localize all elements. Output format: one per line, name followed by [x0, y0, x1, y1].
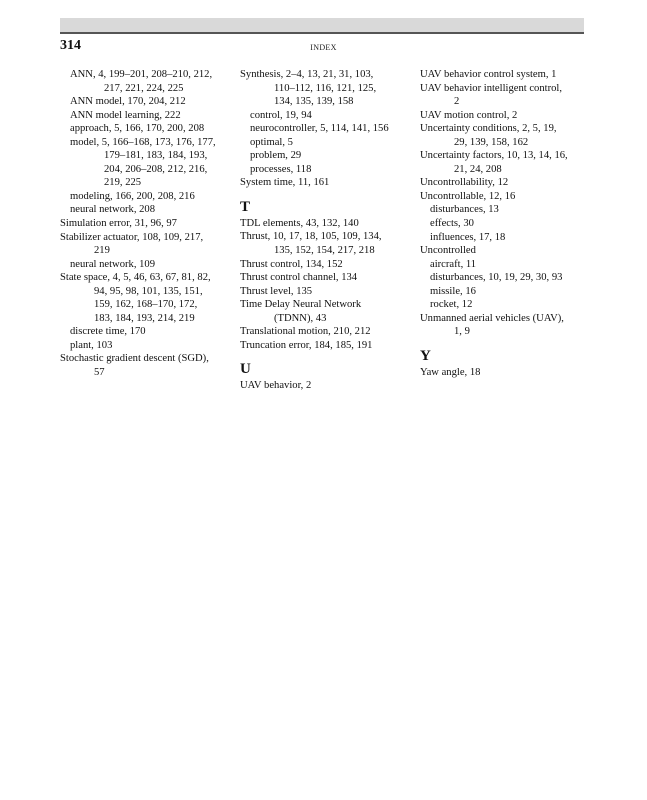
index-subentry: [60, 190, 232, 204]
entry-line: disturbances, 10, 19, 29, 30, 93: [430, 272, 563, 284]
entry-line: neural network, 109: [70, 258, 156, 270]
index-subentry: [60, 122, 232, 136]
entry-line: Simulation error, 31, 96, 97: [60, 218, 177, 230]
index-entry: [240, 325, 412, 339]
entry-continuation-line: 110–112, 116, 121, 125,: [274, 82, 377, 94]
index-column-2: [240, 68, 412, 393]
entry-line: Yaw angle, 18: [420, 366, 481, 378]
entry-line: neurocontroller, 5, 114, 141, 156: [250, 123, 389, 135]
section-letter: U: [240, 361, 251, 378]
index-entry: [420, 312, 588, 339]
entry-line: control, 19, 94: [250, 109, 312, 121]
entry-line: plant, 103: [70, 339, 113, 351]
index-entry: [420, 68, 588, 82]
entry-continuation-line: 179–181, 183, 184, 193,: [104, 150, 208, 162]
index-subentry: [420, 217, 588, 231]
index-subentry: [420, 271, 588, 285]
entry-line: State space, 4, 5, 46, 63, 67, 81, 82,: [60, 272, 211, 284]
running-head: INDEX: [310, 43, 337, 52]
index-subentry: [60, 203, 232, 217]
entry-line: Thrust, 10, 17, 18, 105, 109, 134,: [240, 231, 382, 243]
index-subentry: [60, 258, 232, 272]
entry-line: TDL elements, 43, 132, 140: [240, 217, 359, 229]
index-subentry: [420, 285, 588, 299]
entry-line: missile, 16: [430, 285, 476, 297]
entry-continuation-line: (TDNN), 43: [274, 312, 327, 324]
index-subentry: [420, 298, 588, 312]
index-entry: [240, 68, 412, 109]
index-entry: [60, 231, 232, 258]
entry-line: UAV behavior intelligent control,: [420, 82, 563, 94]
index-entry: [240, 379, 412, 393]
entry-line: ANN model, 170, 204, 212: [70, 96, 186, 108]
entry-continuation-line: 94, 95, 98, 101, 135, 151,: [94, 285, 203, 297]
entry-continuation-line: 21, 24, 208: [454, 163, 502, 175]
entry-line: discrete time, 170: [70, 326, 146, 338]
header-rule: [60, 32, 584, 34]
entry-continuation-line: 159, 162, 168–170, 172,: [94, 299, 198, 311]
entry-line: Uncertainty factors, 10, 13, 14, 16,: [420, 150, 568, 162]
entry-line: UAV behavior control system, 1: [420, 69, 557, 80]
entry-continuation-line: 57: [94, 367, 105, 379]
index-column-1: [60, 68, 232, 380]
index-entry: [240, 285, 412, 299]
index-subentry: [60, 136, 232, 190]
entry-line: Thrust control channel, 134: [240, 272, 358, 284]
entry-continuation-line: 217, 221, 224, 225: [104, 82, 184, 94]
entry-continuation-line: 204, 206–208, 212, 216,: [104, 163, 208, 175]
entry-line: effects, 30: [430, 218, 474, 230]
entry-line: Thrust level, 135: [240, 285, 313, 297]
entry-line: disturbances, 13: [430, 204, 499, 216]
entry-continuation-line: 134, 135, 139, 158: [274, 96, 354, 108]
index-entry: [240, 176, 412, 190]
index-entry: [420, 190, 588, 204]
entry-continuation-line: 219, 225: [104, 177, 142, 189]
entry-line: approach, 5, 166, 170, 200, 208: [70, 123, 205, 135]
index-subentry: [420, 203, 588, 217]
entry-line: Uncertainty conditions, 2, 5, 19,: [420, 123, 557, 135]
entry-continuation-line: 219: [94, 245, 110, 257]
entry-line: Synthesis, 2–4, 13, 21, 31, 103,: [240, 69, 374, 80]
entry-line: ANN model learning, 222: [70, 109, 181, 121]
entry-line: UAV behavior, 2: [240, 380, 312, 392]
page-number: 314: [60, 38, 81, 53]
entry-line: Thrust control, 134, 152: [240, 258, 343, 270]
header-bar: [60, 18, 584, 32]
index-entry: [420, 109, 588, 123]
entry-line: Translational motion, 210, 212: [240, 326, 371, 338]
entry-continuation-line: 183, 184, 193, 214, 219: [94, 312, 195, 324]
index-entry: [420, 122, 588, 149]
index-subentry: [60, 95, 232, 109]
index-column-3: [420, 68, 588, 379]
index-entry: [60, 217, 232, 231]
index-entry: [60, 271, 232, 325]
entry-line: optimal, 5: [250, 136, 293, 148]
index-subentry: [60, 109, 232, 123]
index-entry: [240, 230, 412, 257]
index-entry: [420, 176, 588, 190]
entry-line: UAV motion control, 2: [420, 109, 518, 121]
index-entry: [420, 149, 588, 176]
entry-line: neural network, 208: [70, 204, 156, 216]
index-entry: [60, 352, 232, 379]
index-entry: [240, 217, 412, 231]
index-entry: [420, 366, 588, 380]
index-entry: [240, 271, 412, 285]
section-letter: T: [240, 198, 251, 215]
index-subentry: [60, 68, 232, 95]
entry-line: Unmanned aerial vehicles (UAV),: [420, 312, 564, 324]
entry-continuation-line: 29, 139, 158, 162: [454, 136, 529, 148]
entry-line: Time Delay Neural Network: [240, 299, 362, 311]
index-subentry: [240, 163, 412, 177]
entry-line: Uncontrolled: [420, 245, 476, 257]
entry-continuation-line: 135, 152, 154, 217, 218: [274, 245, 375, 257]
index-entry: [240, 339, 412, 353]
entry-line: Stochastic gradient descent (SGD),: [60, 353, 209, 365]
entry-line: System time, 11, 161: [240, 177, 330, 189]
entry-line: influences, 17, 18: [430, 231, 506, 243]
index-entry: [420, 244, 588, 258]
index-subentry: [240, 122, 412, 136]
index-entry: [420, 82, 588, 109]
index-subentry: [240, 136, 412, 150]
index-subentry: [60, 325, 232, 339]
index-subentry: [420, 258, 588, 272]
entry-line: modeling, 166, 200, 208, 216: [70, 190, 195, 202]
entry-line: aircraft, 11: [430, 258, 477, 270]
entry-continuation-line: 2: [454, 96, 460, 108]
entry-line: Uncontrollability, 12: [420, 177, 509, 189]
entry-line: Uncontrollable, 12, 16: [420, 190, 516, 202]
entry-line: Truncation error, 184, 185, 191: [240, 339, 373, 351]
index-entry: [240, 298, 412, 325]
index-entry: [240, 258, 412, 272]
index-subentry: [420, 231, 588, 245]
entry-line: model, 5, 166–168, 173, 176, 177,: [70, 136, 216, 148]
index-subentry: [240, 149, 412, 163]
entry-line: ANN, 4, 199–201, 208–210, 212,: [70, 69, 213, 80]
entry-continuation-line: 1, 9: [454, 326, 470, 338]
entry-line: rocket, 12: [430, 299, 473, 311]
index-subentry: [240, 109, 412, 123]
entry-line: problem, 29: [250, 150, 302, 162]
section-letter: Y: [420, 347, 431, 364]
entry-line: processes, 118: [250, 163, 312, 175]
index-subentry: [60, 339, 232, 353]
entry-line: Stabilizer actuator, 108, 109, 217,: [60, 231, 204, 243]
